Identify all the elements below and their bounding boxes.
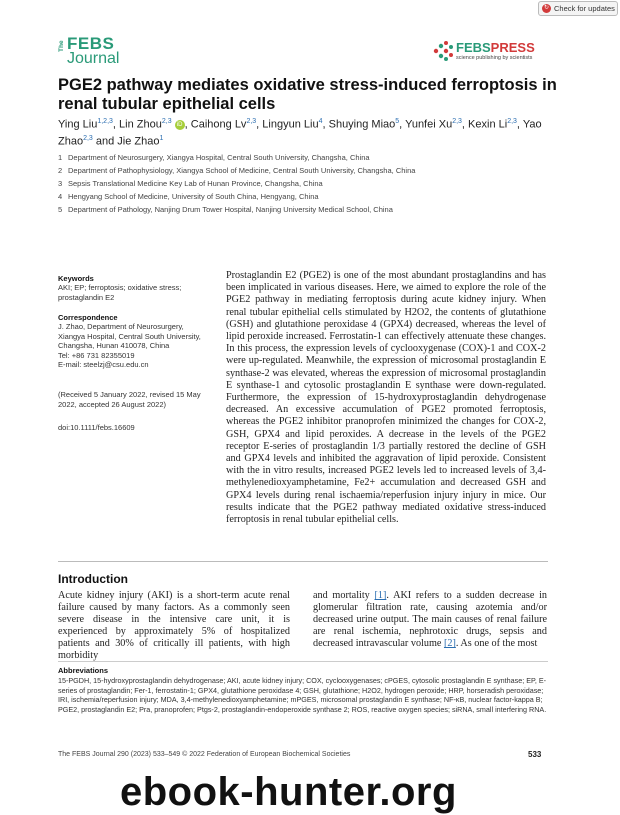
update-icon: ↻ [543, 5, 550, 11]
affiliation-item [58, 177, 568, 190]
divider [58, 561, 548, 562]
author-name[interactable]: Shuying Miao [328, 118, 396, 131]
reference-link-2[interactable]: [2] [443, 638, 456, 650]
introduction-column-right [313, 590, 547, 650]
abstract-text: Prostaglandin E2 (PGE2) is one of the most abundant prostaglandins and has been implicated in various diseases. Here, we aimed to explore the role of the PGE2 pathway in mediating ferroptosis during acute kidney injury. When renal tubular epithelial cells stimulated by H2O2, the contents of glutathione (GSH) and glutathione peroxidase 4 (GPX4) decreased, whereas the level of lipid peroxide increased. Ferrostatin-1 can effectively attenuate these changes. In this process, the expression levels of cyclooxygenase (COX)-1 and COX-2 were up-regulated. Meanwhile, the expression of microsomal prostaglandin E synthase-2 was elevated, whereas the expression of microsomal prostaglandin E synthase-1 and cytosolic prostaglandin E synthase were down-regulated. Furthermore, the expression of 15-hydroxyprostaglandin dehydrogenase decreased. An excessive accumulation of PGE2 promoted ferroptosis, whereas the PGE2 inhibitor pranoprofen minimized the changes for COX-2, GSH, GPX4 and lipid peroxides. A decrease in the levels of the PGE2 receptor E-series of prostaglandin 1/3 partially restored the decline of GSH and GPX4 levels and inhibited the aggravation of lipid peroxide. Consistent with the in vitro results, increased PGE2 levels led to increased levels of 3,4-methylenedioxyamphetamine, Fe2+ accumulation and decreased GSH and GPX4 levels during renal ischaemia/reperfusion injury injury in mice. Our results indicate that the PGE2 pathway mediated oxidative stress-induced ferroptosis in renal tubular epithelial cells. [226, 270, 546, 526]
journal-logo-the: The [58, 40, 65, 52]
affiliation-number: 2 [58, 166, 63, 175]
check-for-updates-button[interactable] [538, 1, 618, 16]
correspondence-block [58, 313, 208, 370]
watermark: ebook-hunter.org [120, 770, 457, 814]
author-affiliation-mark: 2,3 [161, 118, 172, 125]
correspondence-email[interactable]: E-mail: steelzj@csu.edu.cn [58, 360, 149, 369]
introduction-heading: Introduction [58, 572, 128, 586]
footer-citation: The FEBS Journal 290 (2023) 533–549 © 2022 Federation of European Biochemical Societies [58, 751, 351, 758]
introduction-column-left: Acute kidney injury (AKI) is a short-term acute renal failure caused by many factors. As a commonly seen severe disease in the intensive care unit, it is experienced by approximately 5% of hospitalized patients and 30% of critically ill patients, with high morbidity [58, 590, 290, 662]
affiliation-text: Department of Neurosurgery, Xiangya Hospital, Central South University, Changsha, China [68, 153, 370, 162]
orcid-icon[interactable]: iD [175, 120, 185, 130]
divider [58, 661, 548, 662]
affiliation-item [58, 203, 568, 216]
febs-press-tagline: science publishing by scientists [456, 55, 533, 61]
journal-logo-febs: FEBS [67, 34, 115, 53]
author-affiliation-mark: 2,3 [507, 118, 517, 125]
author-name[interactable]: Lin Zhou [119, 118, 162, 131]
correspondence-line: J. Zhao, Department of Neurosurgery, [58, 322, 184, 331]
doi-link[interactable]: doi:10.1111/febs.16609 [58, 423, 135, 432]
received-dates-line: (Received 5 January 2022, revised 15 May [58, 390, 201, 399]
author-affiliation-mark: 1 [159, 134, 164, 142]
intro-text: . AKI refers to a sudden decrease in glomerular filtration rate, causing azotemia and/or decreased urine output. The main causes of renal failure are renal ischemia, nephrotoxic drugs, sepsis and decreased intravascular volume [313, 590, 547, 650]
author-affiliation-mark: 2,3 [246, 118, 257, 125]
author-affiliation-mark: 1,2,3 [97, 118, 113, 125]
affiliation-text: Hengyang School of Medicine, University of South China, Hengyang, China [68, 192, 319, 201]
affiliation-item [58, 164, 568, 177]
correspondence-label: Correspondence [58, 313, 118, 322]
author-affiliation-mark: 4 [318, 118, 323, 125]
affiliation-text: Department of Pathophysiology, Xiangya School of Medicine, Central South University, Changsha, China [68, 166, 416, 175]
keywords-block [58, 274, 208, 302]
affiliation-text: Sepsis Translational Medicine Key Lab of Hunan Province, Changsha, China [68, 179, 323, 188]
author-name[interactable]: Yunfei Xu [405, 118, 453, 131]
reference-link-1[interactable]: [1] [374, 590, 387, 601]
check-for-updates-label: Check for updates [554, 4, 615, 13]
correspondence-line: Xiangya Hospital, Central South University, [58, 331, 201, 341]
journal-logo-journal: Journal [67, 50, 120, 67]
author-name[interactable]: Ying Liu [58, 118, 98, 131]
article-title: PGE2 pathway mediates oxidative stress-induced ferroptosis in renal tubular epithelial cells [58, 76, 557, 113]
affiliation-number: 4 [58, 192, 63, 201]
author-name[interactable]: Kexin Li [468, 118, 508, 131]
journal-logo [58, 34, 168, 68]
abbreviations-heading: Abbreviations [58, 666, 109, 675]
febs-press-dots-icon [432, 40, 454, 62]
febs-press-name: FEBSPRESS [456, 40, 535, 55]
author-name[interactable]: Lingyun Liu [262, 118, 319, 131]
keywords-text: AKI; EP; ferroptosis; oxidative stress; prostaglandin E2 [58, 283, 182, 302]
author-name[interactable]: Yao Zhao [58, 118, 542, 148]
correspondence-line: Tel: +86 731 82355019 [58, 350, 135, 360]
author-name[interactable]: Jie Zhao [117, 135, 160, 148]
received-dates [58, 390, 208, 409]
abstract [226, 270, 546, 526]
author-affiliation-mark: 2,3 [452, 118, 462, 125]
affiliation-number: 5 [58, 205, 63, 214]
affiliation-item [58, 151, 568, 164]
correspondence-line: Changsha, Hunan 410078, China [58, 341, 170, 350]
author-list: Ying Liu$^{1,2,3}$, Lin Zhou$^{2,3}$ iD , Caihong Lv$^{2,3}$, Lingyun Liu$^4$, Shuying Miao$^5$, Yunfei Xu$^{2,3}$, Kexin Li$^{2,3}$, Yao Zhao$^{2,3}$ and Jie Zhao$^1$ [58, 118, 542, 148]
received-dates-line: 2022, accepted 26 August 2022) [58, 399, 167, 409]
intro-text: . As one of the most [455, 638, 538, 650]
page-number: 533 [528, 750, 542, 759]
author-affiliation-mark: 2,3 [83, 134, 93, 142]
abbreviations-text: 15-PGDH, 15-hydroxyprostaglandin dehydrogenase; AKI, acute kidney injury; COX, cyclooxygenases; cPGES, cytosolic prostaglandin E synthase; EP, E-series of prostaglandin; Fer-1, ferrostatin-1; GPX4, glutathione peroxidase 4; GSH, glutathione; H2O2, hydrogen peroxide; HRP, horseradish peroxidase; IRI, ischemia/reperfusion injury; MDA, 3,4-methylenedioxyamphetamine; mPGES, microsomal prostaglandin E synthase; NF-κB, nuclear factor-kappa B; PGE2, prostaglandin E2; Pra, pranoprofen; Ptgs-2, prostaglandin-endoperoxide synthase 2; ROS, reactive oxygen species; siRNA, small interfering RNA. [58, 676, 547, 714]
keywords-label: Keywords [58, 274, 94, 283]
affiliation-text: Department of Pathology, Nanjing Drum Tower Hospital, Nanjing University Medical School, China [68, 205, 393, 214]
intro-text: and mortality [313, 590, 375, 601]
affiliation-number: 3 [58, 179, 63, 188]
affiliation-number: 1 [58, 153, 63, 162]
affiliation-item [58, 190, 568, 203]
affiliation-list [58, 151, 568, 216]
author-affiliation-mark: 5 [395, 118, 400, 125]
author-name[interactable]: Caihong Lv [190, 118, 247, 131]
febs-press-logo [432, 38, 562, 64]
